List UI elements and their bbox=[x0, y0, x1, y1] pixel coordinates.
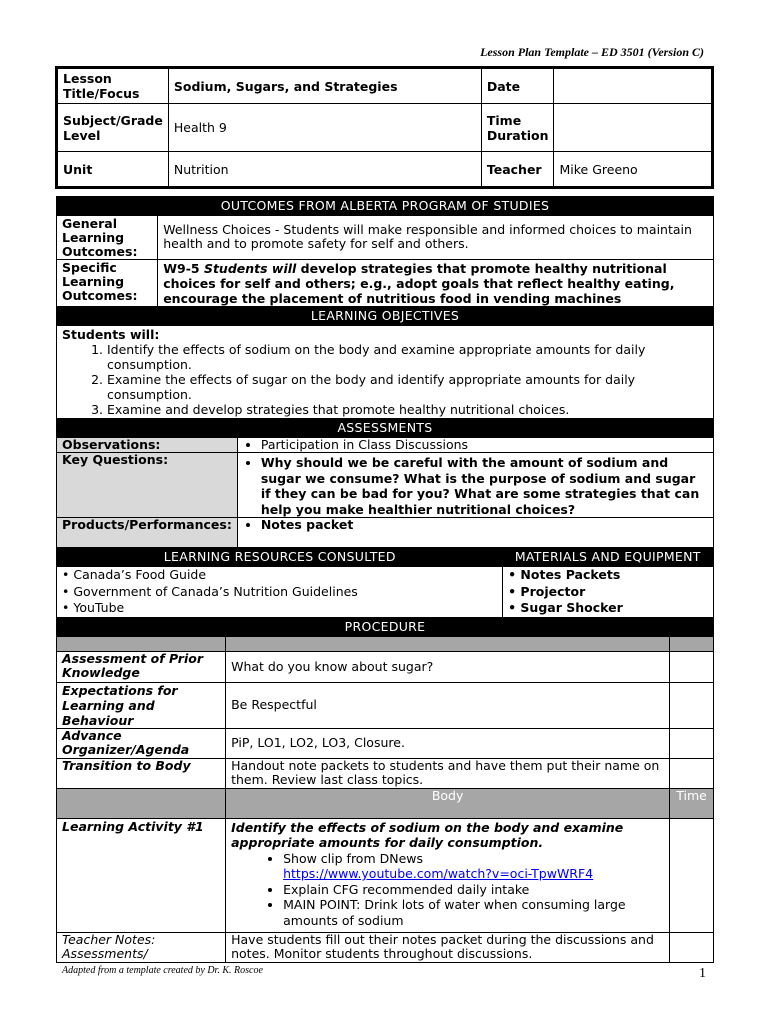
prior-knowledge-label: Assessment of Prior Knowledge bbox=[57, 651, 226, 682]
list-item: • Projector bbox=[508, 583, 586, 599]
activity-label: Learning Activity #1 bbox=[57, 818, 226, 932]
date-label: Date bbox=[481, 68, 554, 104]
list-item: 3. Examine and develop strategies that promote healthy nutritional choices. bbox=[107, 402, 708, 417]
objectives-list bbox=[62, 342, 708, 417]
materials-cell bbox=[503, 567, 714, 618]
transition-text: Handout note packets to students and have them put their name on them. Review last class topics. bbox=[226, 758, 670, 788]
products-value bbox=[237, 518, 713, 548]
time-value bbox=[554, 104, 713, 152]
assessments-heading: ASSESSMENTS bbox=[57, 419, 714, 438]
lesson-plan-table bbox=[56, 196, 714, 963]
agenda-label: Advance Organizer/Agenda bbox=[57, 728, 226, 758]
list-item: • Participation in Class Discussions bbox=[261, 438, 708, 452]
lesson-info-table bbox=[55, 66, 714, 189]
agenda-text: PiP, LO1, LO2, LO3, Closure. bbox=[226, 728, 670, 758]
list-item: • YouTube bbox=[62, 600, 125, 615]
list-item: • Notes Packets bbox=[508, 567, 621, 582]
expectations-text: Be Respectful bbox=[226, 682, 670, 728]
lesson-title-label: Lesson Title/Focus bbox=[57, 68, 169, 104]
lesson-title-value: Sodium, Sugars, and Strategies bbox=[168, 68, 481, 104]
page-number: 1 bbox=[699, 966, 706, 981]
resources-heading: LEARNING RESOURCES CONSULTED bbox=[57, 548, 503, 567]
products-label: Products/Performances: bbox=[57, 518, 238, 548]
time-cell bbox=[670, 932, 714, 962]
observations-label: Observations: bbox=[57, 438, 238, 453]
list-item: • MAIN POINT: Drink lots of water when consuming large amounts of sodium bbox=[283, 897, 664, 928]
objectives-heading: LEARNING OBJECTIVES bbox=[57, 307, 714, 326]
expectations-label: Expectations for Learning and Behaviour bbox=[57, 682, 226, 728]
specific-outcomes-text: W9-5 Students will develop strategies that promote healthy nutritional choices for self and others; e.g., adopt goals that reflect healthy eating, encourage the placement of nutritious food in vending machines bbox=[158, 260, 714, 307]
unit-value: Nutrition bbox=[168, 152, 481, 188]
teacher-label: Teacher bbox=[481, 152, 554, 188]
list-item: • Why should we be careful with the amount of sodium and sugar we consume? What is the purpose of sodium and sugar if they can be bad for you? What are some strategies that can help you make healthier nutritional choices? bbox=[261, 455, 708, 517]
time-cell bbox=[670, 728, 714, 758]
procedure-heading: PROCEDURE bbox=[57, 617, 714, 636]
resources-cell bbox=[57, 567, 503, 618]
list-item: 2. Examine the effects of sugar on the body and identify appropriate amounts for daily consumption. bbox=[107, 372, 708, 402]
unit-label: Unit bbox=[57, 152, 169, 188]
time-cell bbox=[670, 818, 714, 932]
youtube-link[interactable]: https://www.youtube.com/watch?v=oci-TpwWRF4 bbox=[283, 866, 594, 881]
general-outcomes-label: General Learning Outcomes: bbox=[57, 216, 158, 260]
list-item: • Explain CFG recommended daily intake bbox=[283, 882, 664, 898]
prior-knowledge-text: What do you know about sugar? bbox=[226, 651, 670, 682]
date-value bbox=[554, 68, 713, 104]
list-item: • Show clip from DNews https://www.youtube.com/watch?v=oci-TpwWRF4 bbox=[283, 851, 664, 882]
time-label: Time Duration bbox=[481, 104, 554, 152]
time-cell bbox=[670, 758, 714, 788]
footer-credit: Adapted from a template created by Dr. K. Roscoe bbox=[62, 965, 263, 976]
time-heading: Time bbox=[670, 788, 714, 818]
list-item: • Government of Canada’s Nutrition Guidelines bbox=[62, 583, 358, 599]
activity-title: Identify the effects of sodium on the body and examine appropriate amounts for daily consumption. bbox=[231, 819, 624, 850]
specific-outcomes-label: Specific Learning Outcomes: bbox=[57, 260, 158, 307]
general-outcomes-text: Wellness Choices - Students will make responsible and informed choices to maintain health and to promote safety for self and others. bbox=[158, 216, 714, 260]
body-heading: Body bbox=[226, 788, 670, 818]
subject-value: Health 9 bbox=[168, 104, 481, 152]
materials-heading: MATERIALS AND EQUIPMENT bbox=[503, 548, 714, 567]
outcomes-heading: OUTCOMES FROM ALBERTA PROGRAM OF STUDIES bbox=[57, 197, 714, 216]
teacher-notes-label: Teacher Notes: Assessments/ bbox=[57, 932, 226, 962]
key-questions-label: Key Questions: bbox=[57, 453, 238, 518]
key-questions-value bbox=[237, 453, 713, 518]
time-cell bbox=[670, 682, 714, 728]
transition-label: Transition to Body bbox=[57, 758, 226, 788]
template-header: Lesson Plan Template – ED 3501 (Version C) bbox=[480, 45, 704, 59]
activity-list bbox=[231, 851, 664, 929]
subject-label: Subject/Grade Level bbox=[57, 104, 169, 152]
list-item: • Notes packet bbox=[261, 518, 708, 532]
list-item: • Sugar Shocker bbox=[508, 600, 623, 615]
objectives-cell bbox=[57, 326, 714, 419]
time-cell bbox=[670, 651, 714, 682]
activity-cell bbox=[226, 818, 670, 932]
objectives-intro: Students will: bbox=[62, 327, 160, 342]
list-item: 1. Identify the effects of sodium on the body and examine appropriate amounts for daily consumption. bbox=[107, 342, 708, 372]
observations-value bbox=[237, 438, 713, 453]
teacher-notes-text: Have students fill out their notes packet during the discussions and notes. Monitor students throughout discussions. bbox=[226, 932, 670, 962]
list-item: • Canada’s Food Guide bbox=[62, 567, 207, 582]
teacher-value: Mike Greeno bbox=[554, 152, 713, 188]
